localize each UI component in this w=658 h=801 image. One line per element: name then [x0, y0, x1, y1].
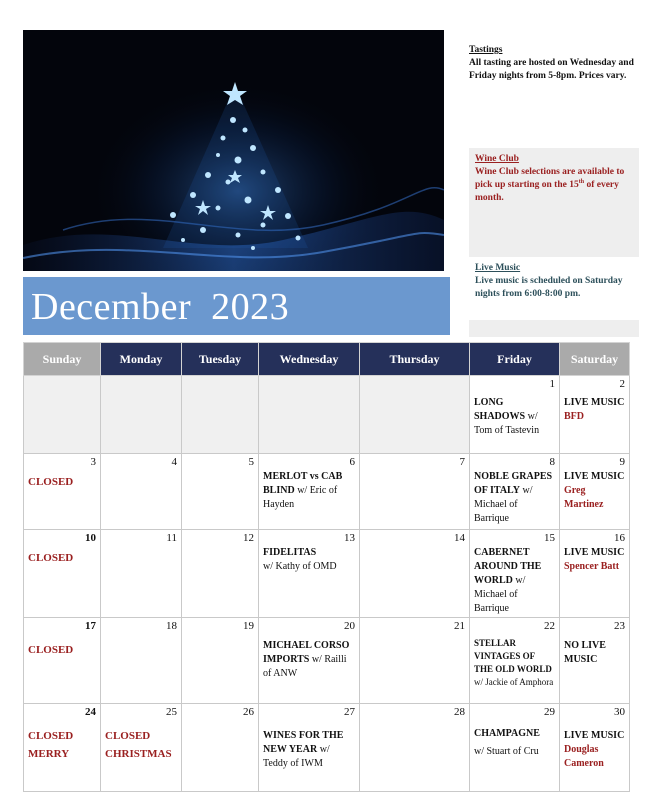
tastings-body: All tasting are hosted on Wednesday and Friday nights from 5-8pm. Prices vary. [469, 58, 634, 81]
day-cell [259, 454, 360, 530]
event-text: LIVE MUSIC Spencer Batt [564, 547, 625, 572]
event-text: FIDELITAS w/ Kathy of OMD [263, 547, 337, 572]
weekday-sunday: Sunday [24, 343, 101, 376]
day-number: 24 [85, 706, 96, 718]
day-cell [560, 376, 630, 454]
day-number: 20 [344, 620, 355, 632]
day-number: 10 [85, 532, 96, 544]
empty-day-cell [101, 376, 182, 454]
month-title: December 2023 [31, 286, 290, 328]
event-text: LIVE MUSIC Greg Martinez [564, 471, 625, 510]
week-row [24, 376, 630, 454]
tastings-title: Tastings [469, 45, 503, 55]
day-number: 4 [171, 456, 177, 468]
day-number: 5 [248, 456, 254, 468]
event-text: NO LIVE MUSIC [564, 640, 606, 665]
wine-club-title: Wine Club [475, 154, 519, 164]
event-text: WINES FOR THE NEW YEAR w/ Teddy of IWM [263, 730, 344, 769]
tastings-info [469, 44, 639, 83]
day-number: 27 [344, 706, 355, 718]
closed-label: CLOSED [28, 644, 74, 656]
day-cell [182, 704, 259, 792]
weekday-tuesday: Tuesday [182, 343, 259, 376]
day-number: 30 [614, 706, 625, 718]
day-number: 16 [614, 532, 625, 544]
wine-club-info [469, 148, 639, 257]
day-cell [101, 454, 182, 530]
day-cell [182, 454, 259, 530]
day-cell [24, 704, 101, 792]
weekday-monday: Monday [101, 343, 182, 376]
day-number: 7 [459, 456, 465, 468]
day-cell [360, 618, 470, 704]
week-row [24, 618, 630, 704]
closed-label: CLOSED [28, 552, 74, 564]
day-number: 12 [243, 532, 254, 544]
empty-day-cell [259, 376, 360, 454]
day-cell [101, 618, 182, 704]
day-number: 8 [549, 456, 555, 468]
live-music-title: Live Music [475, 263, 521, 273]
day-number: 15 [544, 532, 555, 544]
day-number: 14 [454, 532, 465, 544]
weekday-saturday: Saturday [560, 343, 630, 376]
month-banner [23, 277, 450, 335]
empty-day-cell [182, 376, 259, 454]
day-cell [182, 530, 259, 618]
day-number: 2 [619, 378, 625, 390]
live-music-info [469, 262, 639, 301]
event-text: LONG SHADOWS w/ Tom of Tastevin [474, 397, 540, 436]
day-cell [259, 704, 360, 792]
day-number: 13 [344, 532, 355, 544]
tree-svg [23, 30, 444, 271]
weekday-thursday: Thursday [360, 343, 470, 376]
day-cell [360, 530, 470, 618]
christmas-tree-image [23, 30, 444, 271]
wine-club-body: Wine Club selections are available to pick up starting on the 15th of every month. [475, 167, 625, 203]
day-number: 11 [166, 532, 177, 544]
day-cell [24, 618, 101, 704]
day-cell [560, 618, 630, 704]
event-text: LIVE MUSIC BFD [564, 397, 625, 422]
day-cell [259, 530, 360, 618]
day-number: 23 [614, 620, 625, 632]
week-row [24, 454, 630, 530]
week-row [24, 530, 630, 618]
day-cell [560, 704, 630, 792]
day-number: 6 [349, 456, 355, 468]
event-text: MICHAEL CORSO IMPORTS w/ Railli of ANW [263, 640, 350, 679]
day-cell [360, 704, 470, 792]
day-number: 3 [90, 456, 96, 468]
day-number: 21 [454, 620, 465, 632]
day-cell [259, 618, 360, 704]
week-row [24, 704, 630, 792]
day-number: 19 [243, 620, 254, 632]
empty-day-cell [24, 376, 101, 454]
day-number: 17 [85, 620, 96, 632]
live-music-body: Live music is scheduled on Saturday nights from 6:00-8:00 pm. [475, 276, 623, 299]
day-number: 22 [544, 620, 555, 632]
day-cell [470, 376, 560, 454]
day-cell [470, 530, 560, 618]
event-text: STELLAR VINTAGES OF THE OLD WORLD w/ Jackie of Amphora [474, 638, 554, 687]
empty-day-cell [360, 376, 470, 454]
day-cell [360, 454, 470, 530]
weekday-wednesday: Wednesday [259, 343, 360, 376]
closed-label: CLOSED [28, 476, 74, 488]
day-cell [560, 454, 630, 530]
day-cell [470, 704, 560, 792]
day-cell [470, 454, 560, 530]
day-number: 1 [549, 378, 555, 390]
day-cell [560, 530, 630, 618]
day-number: 18 [166, 620, 177, 632]
weekday-friday: Friday [470, 343, 560, 376]
day-number: 26 [243, 706, 254, 718]
info-spacer [469, 320, 639, 337]
day-number: 28 [454, 706, 465, 718]
day-number: 29 [544, 706, 555, 718]
event-text: NOBLE GRAPES OF ITALY w/ Michael of Barrique [474, 471, 553, 524]
closed-label: CLOSED CHRISTMAS [105, 730, 172, 760]
event-text: CABERNET AROUND THE WORLD w/ Michael of Barrique [474, 547, 542, 614]
day-number: 9 [619, 456, 625, 468]
calendar-grid [23, 342, 630, 792]
day-cell [101, 704, 182, 792]
event-text: LIVE MUSIC Douglas Cameron [564, 730, 625, 769]
day-cell [182, 618, 259, 704]
day-number: 25 [166, 706, 177, 718]
event-text: MERLOT vs CAB BLIND w/ Eric of Hayden [263, 471, 343, 510]
weekday-header-row [24, 343, 630, 376]
day-cell [101, 530, 182, 618]
day-cell [470, 618, 560, 704]
day-cell [24, 454, 101, 530]
day-cell [24, 530, 101, 618]
closed-label: CLOSED MERRY [28, 730, 74, 760]
event-text: CHAMPAGNE w/ Stuart of Cru [474, 728, 540, 757]
